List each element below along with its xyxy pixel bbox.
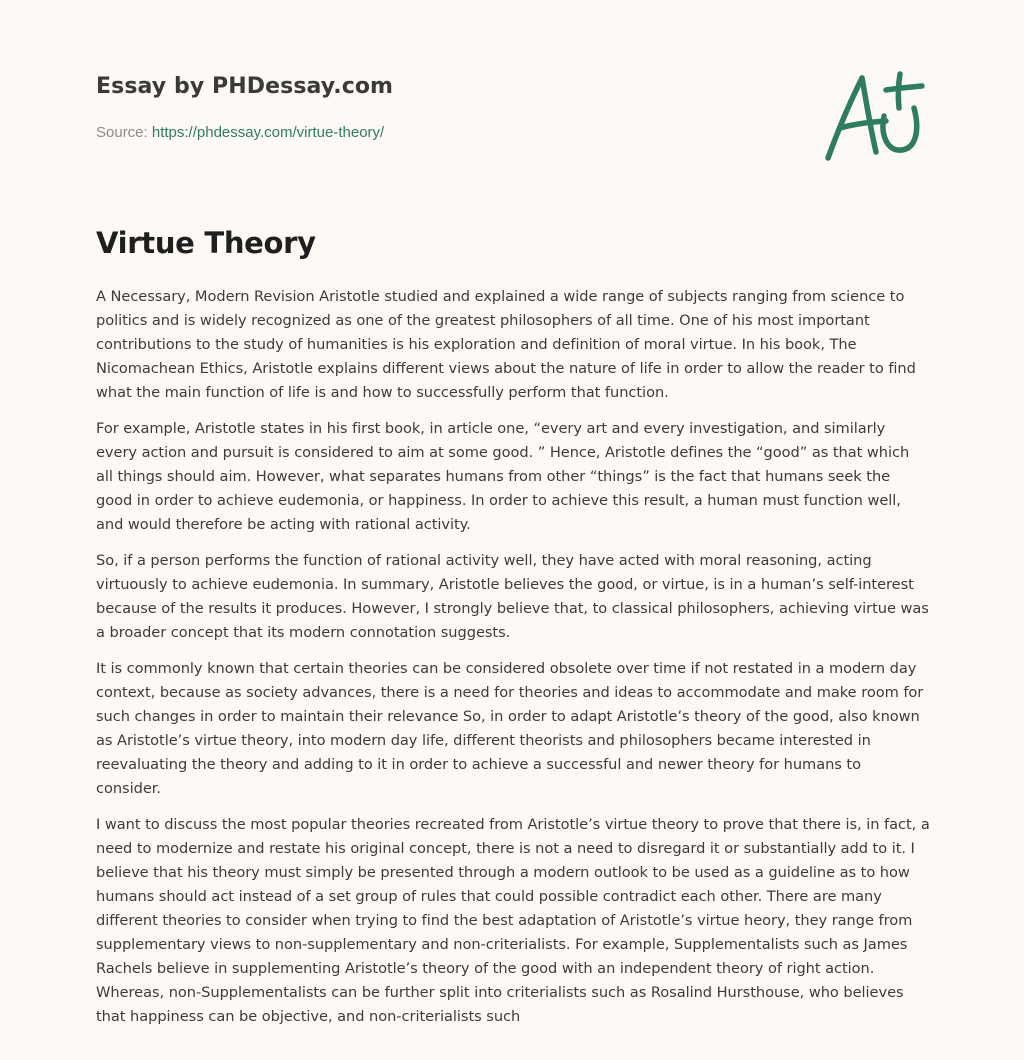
- article-paragraph: I want to discuss the most popular theories recreated from Aristotle’s virtue theory to prove that there is, in fact, a need to modernize and restate his original concept, there is not a need to disregard it or substantially add to it. I believe that his theory must simply be presented through a modern outlook to be used as a guideline as to how humans should act instead of a set group of rules that could possible contradict each other. There are many different theories to consider when trying to find the best adaptation of Aristotle’s virtue heory, they range from supplementary views to non-supplementary and non-criterialists. For example, Supplementalists such as James Rachels believe in supplementing Aristotle’s theory of the good with an independent theory of right action. Whereas, non-Supplementalists can be further split into criterialists such as Rosalind Hursthouse, who believes that happiness can be objective, and non-criterialists such: [96, 816, 930, 1025]
- article-paragraph: It is commonly known that certain theories can be considered obsolete over time if not restated in a modern day context, because as society advances, there is a need for theories and ideas to accommodate and make room for such changes in order to maintain their relevance So, in order to adapt Aristotle’s theory of the good, also known as Aristotle’s virtue theory, into modern day life, different theorists and philosophers became interested in reevaluating the theory and adding to it in order to achieve a successful and newer theory for humans to consider.: [96, 660, 924, 797]
- article-title: Virtue Theory: [96, 226, 316, 260]
- source-label: Source:: [96, 124, 152, 141]
- article-paragraph: So, if a person performs the function of rational activity well, they have acted with moral reasoning, acting virtuously to achieve eudemonia. In summary, Aristotle believes the good, or virtue, is in a human’s self-interest because of the results it produces. However, I strongly believe that, to classical philosophers, achieving virtue was a broader concept that its modern connotation suggests.: [96, 552, 929, 641]
- article-body: [96, 285, 930, 1041]
- site-header: [96, 74, 393, 99]
- source-link[interactable]: https://phdessay.com/virtue-theory/: [151, 124, 385, 141]
- article-paragraph: A Necessary, Modern Revision Aristotle studied and explained a wide range of subjects ranging from science to politics and is widely recognized as one of the greatest philosophers of all time. One of his most important contributions to the study of humanities is his exploration and definition of moral virtue. In his book, The Nicomachean Ethics, Aristotle explains different views about the nature of life in order to allow the reader to find what the main function of life is and how to successfully perform that function.: [96, 288, 916, 401]
- source-line: [96, 124, 384, 141]
- a-plus-grade-icon: [818, 66, 930, 166]
- article-paragraph: For example, Aristotle states in his first book, in article one, “every art and every investigation, and similarly every action and pursuit is considered to aim at some good. ” Hence, Aristotle defines the “good” as that which all things should aim. However, what separates humans from other “things” is the fact that humans seek the good in order to achieve eudemonia, or happiness. In order to achieve this result, a human must function well, and would therefore be acting with rational activity.: [96, 420, 910, 533]
- site-brand: Essay by PHDessay.com: [96, 74, 394, 99]
